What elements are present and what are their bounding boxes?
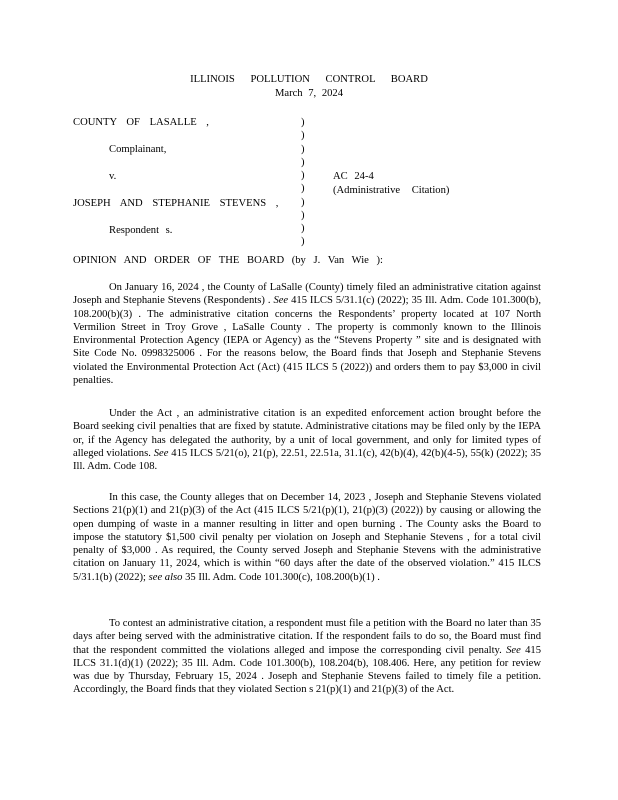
bracket-line: ) <box>301 143 305 155</box>
complainant-name: COUNTY OF LASALLE , <box>73 117 209 128</box>
bracket-line: ) <box>301 170 305 181</box>
paragraph-1 <box>73 281 541 387</box>
bracket-line: ) <box>301 236 305 248</box>
paragraph-text: In this case, the County alleges that on December 14, 2023 , Joseph and Stephanie Stevens violated Sections 21(p)(1) and 21(p)(3) of the Act (415 ILCS 5/21(p)(1), 21(p)(3) (2022)) by causing or allowing the open dumping of waste in a manner resulting in litter and open burning . The County asks the Board to impose the statutory $1,500 civil penalty per violation on Joseph and Stephanie Stevens , for a total civil penalty of $3,000 . As required, the County served Joseph and Stephanie Stevens with the administrative citation on January 11, 2024, which is within “60 days after the date of the observed violation.” 415 ILCS 5/31.1(b) (2022); <box>73 492 541 583</box>
citation-signal: see also <box>148 571 183 583</box>
paragraph-3 <box>73 491 541 584</box>
bracket-line: ) <box>301 209 305 221</box>
paragraph-4 <box>73 617 541 697</box>
versus-label: v. <box>109 171 117 182</box>
opinion-heading: OPINION AND ORDER OF THE BOARD (by J. Van Wie ): <box>73 255 384 266</box>
citation-signal: See <box>153 447 169 459</box>
paragraph-text: 415 ILCS 5/21(o), 21(p), 22.51, 22.51a, 31.1(c), 42(b)(4), 42(b)(4-5), 55(k) (2022); 35 Ill. Adm. Code 108. <box>73 447 541 473</box>
paragraph-text: On January 16, 2024 , the County of LaSalle (County) timely filed an administrative citation against Joseph and Stephanie Stevens (Respondents) . <box>73 282 541 307</box>
paragraph-text: To contest an administrative citation, a respondent must file a petition with the Board no later than 35 days after being served with the administrative citation. If the respondent fails to do so, the Board must find that the respondent committed the violations alleged and impose the corresponding civil penalty. <box>73 618 541 656</box>
case-number: AC 24-4 <box>333 171 374 182</box>
paragraph-text: Under the Act , an administrative citation is an expedited enforcement action brought before the Board seeking civil penalties that are fixed by statute. Administrative citations may be filed only by the IEPA or, if the Agency has delegated the authority, by a unit of local government, and only for limited types of alleged violations. <box>73 408 541 459</box>
board-name: ILLINOIS POLLUTION CONTROL BOARD <box>190 74 428 85</box>
respondent-role: Respondent s. <box>109 225 173 236</box>
paragraph-text: 415 ILCS 5/31.1(c) (2022); 35 Ill. Adm. Code 101.300(b), 108.200(b)(3) . The administrative citation concerns the Respondents’ property located at 107 North Vermilion Street in Troy Grove , LaSalle County . The property is commonly known to the Illinois Environmental Protection Agency (IEPA or Agency) as the “Stevens Property ” site and is designated with Site Code No. 0998325006 . For the reasons below, the Board finds that Joseph and Stephanie Stevens violated the Environmental Protection Act (Act) (415 ILCS 5 (2022)) and orders them to pay $3,000 in civil penalties. <box>73 295 541 387</box>
paragraph-text: 415 ILCS 31.1(d)(1) (2022); 35 Ill. Adm. Code 101.300(b), 108.204(b), 108.406. Here, any petition for review was due by Thursday, February 15, 2024 . Joseph and Stephanie Stevens failed to timely file a petition. Accordingly, the Board finds that they violated Section s 21(p)(1) and 21(p)(3) of the Act. <box>73 644 541 696</box>
complainant-role: Complainant, <box>109 144 167 155</box>
bracket-line: ) <box>301 196 305 208</box>
case-type: (Administrative Citation) <box>333 185 450 196</box>
bracket-line: ) <box>301 223 305 234</box>
caption-bracket <box>301 116 305 249</box>
bracket-line: ) <box>301 156 305 168</box>
bracket-line: ) <box>301 183 305 195</box>
paragraph-2 <box>73 407 541 473</box>
citation-signal: See <box>506 644 521 656</box>
citation-signal: See <box>273 295 289 307</box>
paragraph-text: 35 Ill. Adm. Code 101.300(c), 108.200(b)(1) . <box>185 571 380 583</box>
bracket-line: ) <box>301 130 305 142</box>
document-date: March 7, 2024 <box>274 88 344 99</box>
respondent-name: JOSEPH AND STEPHANIE STEVENS , <box>73 198 279 209</box>
bracket-line: ) <box>301 117 305 128</box>
